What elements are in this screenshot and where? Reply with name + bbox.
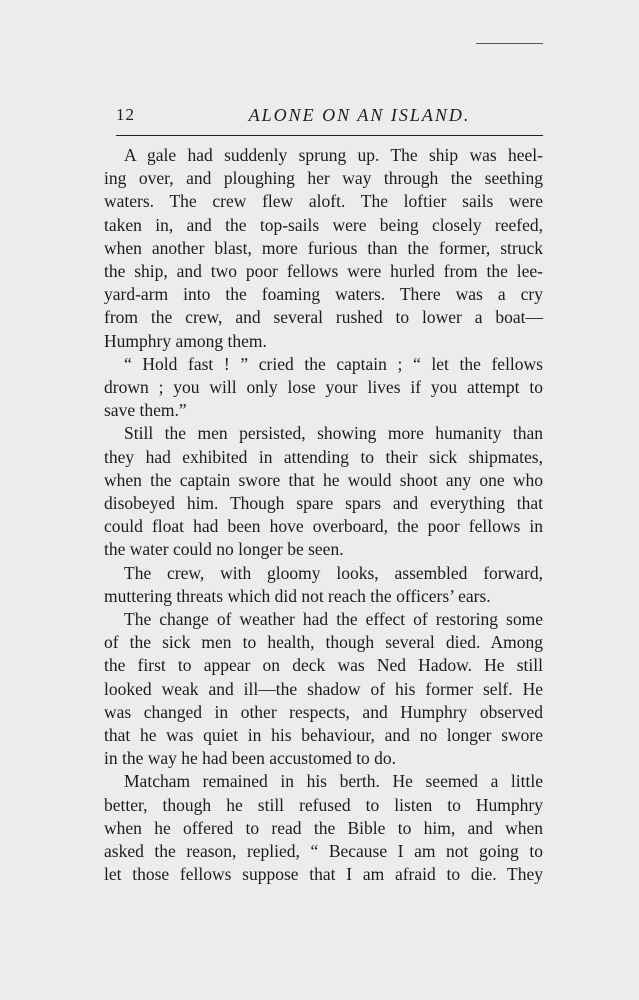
header-rule <box>116 135 543 136</box>
text-line: the water could no longer be seen. <box>104 539 344 560</box>
text-line: looked weak and ill—the shadow of his former self. He <box>104 678 543 699</box>
text-line: taken in, and the top-sails were being closely reefed, <box>104 214 543 235</box>
text-line: asked the reason, replied, “ Because I am not going to <box>104 841 543 862</box>
text-line: Humphry among them. <box>104 330 267 351</box>
text-line: muttering threats which did not reach the officers’ ears. <box>104 585 491 606</box>
paragraph <box>104 144 543 353</box>
paragraph <box>104 770 543 886</box>
text-line: drown ; you will only lose your lives if you attempt to <box>104 377 543 398</box>
paragraph <box>104 422 543 561</box>
text-line: The change of weather had the effect of restoring some <box>124 609 543 630</box>
text-line: that he was quiet in his behaviour, and no longer swore <box>104 725 543 746</box>
text-line: The crew, with gloomy looks, assembled forward, <box>124 562 543 583</box>
page-number: 12 <box>116 105 135 124</box>
text-line: when another blast, more furious than the former, struck <box>104 237 543 258</box>
text-line: save them.” <box>104 400 187 421</box>
text-line: Still the men persisted, showing more humanity than <box>124 423 543 444</box>
text-line: when the captain swore that he would shoot any one who <box>104 469 543 490</box>
top-corner-rule <box>476 43 543 44</box>
text-line: disobeyed him. Though spare spars and everything that <box>104 493 543 514</box>
text-line: could float had been hove overboard, the poor fellows in <box>104 516 543 537</box>
text-line: from the crew, and several rushed to lower a boat— <box>104 307 543 328</box>
text-line: was changed in other respects, and Humphry observed <box>104 701 543 722</box>
text-line: the ship, and two poor fellows were hurled from the lee- <box>104 261 543 282</box>
paragraph <box>104 562 543 608</box>
body-text <box>104 144 543 887</box>
page-header <box>116 102 543 132</box>
text-line: they had exhibited in attending to their sick shipmates, <box>104 446 543 467</box>
text-line: ing over, and ploughing her way through the seething <box>104 168 543 189</box>
running-title: ALONE ON AN ISLAND. <box>248 105 471 125</box>
text-line: Matcham remained in his berth. He seemed a little <box>124 771 543 792</box>
text-line: “ Hold fast ! ” cried the captain ; “ let the fellows <box>124 353 543 374</box>
text-line: the first to appear on deck was Ned Hadow. He still <box>104 655 543 676</box>
text-line: yard-arm into the foaming waters. There was a cry <box>104 284 543 305</box>
text-line: of the sick men to health, though several died. Among <box>104 632 543 653</box>
text-line: when he offered to read the Bible to him, and when <box>104 817 543 838</box>
text-line: waters. The crew flew aloft. The loftier sails were <box>104 191 543 212</box>
text-line: better, though he still refused to listen to Humphry <box>104 794 543 815</box>
text-line: in the way he had been accustomed to do. <box>104 748 397 769</box>
text-line: let those fellows suppose that I am afraid to die. They <box>104 864 543 885</box>
text-line: A gale had suddenly sprung up. The ship was heel- <box>124 145 543 165</box>
paragraph <box>104 608 543 770</box>
paragraph <box>104 353 543 423</box>
